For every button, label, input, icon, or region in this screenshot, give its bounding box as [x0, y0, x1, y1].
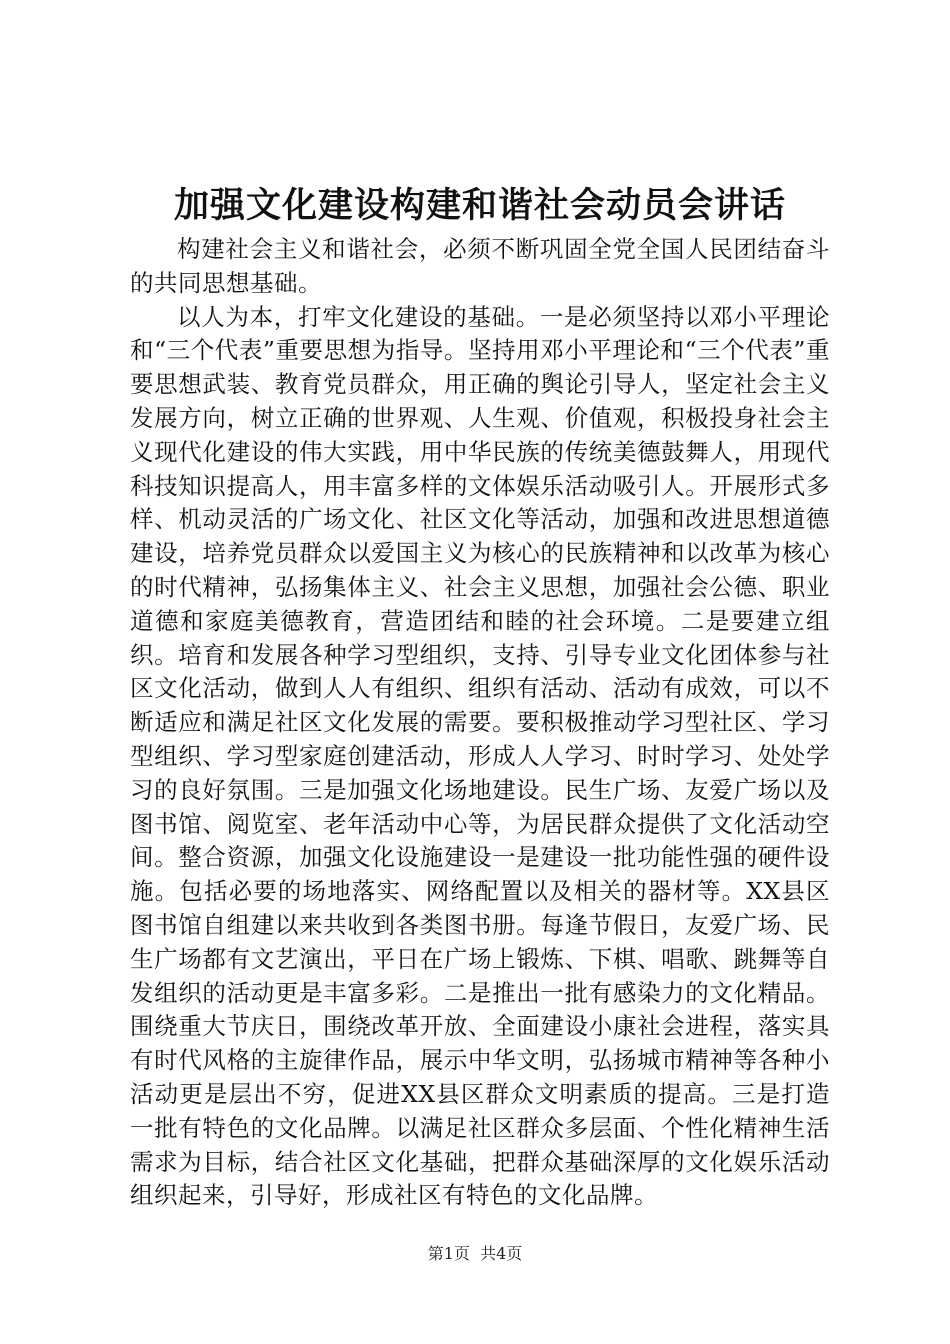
document-title: 加强文化建设构建和谐社会动员会讲话: [173, 185, 786, 226]
paragraph-main: 以人为本，打牢文化建设的基础。一是必须坚持以邓小平理论和“三个代表”重要思想为指导。坚持用邓小平理论和“三个代表”重要思想武装、教育党员群众，用正确的舆论引导人，坚定社会主义发展方向，树立正确的世界观、人生观、价值观，积极投身社会主义现代化建设的伟大实践，用中华民族的传统美德鼓舞人，用现代科技知识提高人，用丰富多样的文体娱乐活动吸引人。开展形式多样、机动灵活的广场文化、社区文化等活动，加强和改进思想道德建设，培养党员群众以爱国主义为核心的民族精神和以改革为核心的时代精神，弘扬集体主义、社会主义思想，加强社会公德、职业道德和家庭美德教育，营造团结和睦的社会环境。二是要建立组织。培育和发展各种学习型组织，支持、引导专业文化团体参与社区文化活动，做到人人有组织、组织有活动、活动有成效，可以不断适应和满足社区文化发展的需要。要积极推动学习型社区、学习型组织、学习型家庭创建活动，形成人人学习、时时学习、处处学习的良好氛围。三是加强文化场地建设。民生广场、友爱广场以及图书馆、阅览室、老年活动中心等，为居民群众提供了文化活动空间。整合资源，加强文化设施建设一是建设一批功能性强的硬件设施。包括必要的场地落实、网络配置以及相关的器材等。XX县区图书馆自组建以来共收到各类图书册。每逢节假日，友爱广场、民生广场都有文艺演出，平日在广场上锻炼、下棋、唱歌、跳舞等自发组织的活动更是丰富多彩。二是推出一批有感染力的文化精品。围绕重大节庆日，围绕改革开放、全面建设小康社会进程，落实具有时代风格的主旋律作品，展示中华文明，弘扬城市精神等各种小活动更是层出不穷，促进XX县区群众文明素质的提高。三是打造一批有特色的文化品牌。以满足社区群众多层面、个性化精神生活需求为目标，结合社区文化基础，把群众基础深厚的文化娱乐活动组织起来，引导好，形成社区有特色的文化品牌。: [130, 302, 830, 1210]
page-number: 第1页: [427, 1244, 470, 1263]
document-body: [130, 233, 830, 1213]
page-footer: [0, 1244, 950, 1264]
page-total: 共4页: [480, 1244, 523, 1263]
paragraph-intro: 构建社会主义和谐社会，必须不断巩固全党全国人民团结奋斗的共同思想基础。: [130, 235, 830, 297]
